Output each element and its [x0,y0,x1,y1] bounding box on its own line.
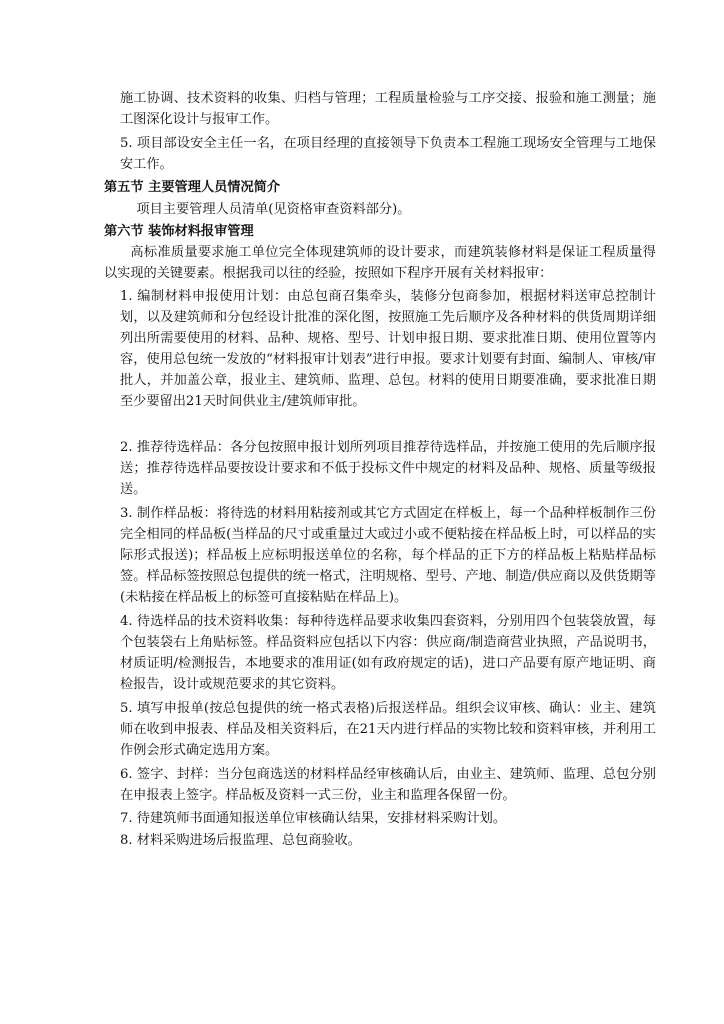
safety-officer-text: 5. 项目部设安全主任一名，在项目经理的直接领导下负责本工程施工现场安全管理与工地保安工作。 [120,136,656,172]
section6-intro-text: 高标准质量要求施工单位完全体现建筑师的设计要求，而建筑装修材料是保证工程质量得以实现的关键要素。根据我司以往的经验，按照如下程序开展有关材料报审： [104,245,656,281]
section5-paragraph [110,199,662,220]
step-6-paragraph [104,764,656,806]
step-7-text: 7. 待建筑师书面通知报送单位审核确认结果，安排材料采购计划。 [120,811,507,826]
step-3-text: 3. 制作样品板：将待选的材料用粘接剂或其它方式固定在样板上，每一个品种样板制作三份完全相同的样品板(当样品的尺寸或重量过大或过小或不便粘接在样品板上时，可以样品的实际形式报送)；样品板上应标明报送单位的名称，每个样品的正下方的样品板上粘贴样品标签。样品标签按照总包提供的统一格式，注明规格、型号、产地、制造/供应商以及供货期等(未粘接在样品板上的标签可直接粘贴在样品上)。 [120,506,656,605]
step-2-text: 2. 推荐待选样品：各分包按照申报计划所列项目推荐待选样品，并按施工使用的先后顺序报送；推荐待选样品要按设计要求和不低于投标文件中规定的材料及品种、规格、质量等级报送。 [120,440,656,497]
section6-heading: 第六节 装饰材料报审管理 [104,224,254,239]
safety-officer-paragraph [104,133,656,175]
step-4-paragraph [104,611,656,695]
step-2-paragraph [104,437,656,500]
continuation-text: 施工协调、技术资料的收集、归档与管理；工程质量检验与工序交接、报验和施工测量；施工图深化设计与报审工作。 [120,91,656,127]
step-1-paragraph [104,286,656,412]
step-8-text: 8. 材料采购进场后报监理、总包商验收。 [120,833,361,848]
step-7-paragraph [104,808,656,829]
continuation-paragraph [104,88,656,130]
section6-intro-paragraph [104,242,656,284]
step-3-paragraph [104,503,656,608]
step-8-paragraph [104,830,656,851]
step-5-text: 5. 填写申报单(按总包提供的统一格式表格)后报送样品。组织会议审核、确认：业主、建筑师在收到申报表、样品及相关资料后，在21天内进行样品的实物比较和资料审核，并利用工作例会形式确定选用方案。 [120,701,656,758]
step-4-text: 4. 待选样品的技术资料收集：每种待选样品要求收集四套资料，分别用四个包装袋放置，每个包装袋右上角贴标签。样品资料应包括以下内容：供应商/制造商营业执照，产品说明书，材质证明/检测报告，本地要求的准用证(如有政府规定的话)，进口产品要有原产地证明、商检报告，设计或规范要求的其它资料。 [120,614,656,692]
section5-text: 项目主要管理人员清单(见资格审查资料部分)。 [136,202,411,217]
step-1-text: 1. 编制材料申报使用计划：由总包商召集牵头，装修分包商参加，根据材料送审总控制计划，以及建筑师和分包经设计批准的深化图，按照施工先后顺序及各种材料的供货周期详细列出所需要使用的材料、品种、规格、型号、计划申报日期、要求批准日期、使用位置等内容，使用总包统一发放的“材料报审计划表”进行申报。要求计划要有封面、编制人、审核/审批人，并加盖公章，报业主、建筑师、监理、总包。材料的使用日期要准确，要求批准日期至少要留出21天时间供业主/建筑师审批。 [120,289,656,409]
section5-heading: 第五节 主要管理人员情况简介 [104,180,281,195]
step-6-text: 6. 签字、封样：当分包商选送的材料样品经审核确认后，由业主、建筑师、监理、总包分别在申报表上签字。样品板及资料一式三份，业主和监理各保留一份。 [120,767,656,803]
step-5-paragraph [104,698,656,761]
